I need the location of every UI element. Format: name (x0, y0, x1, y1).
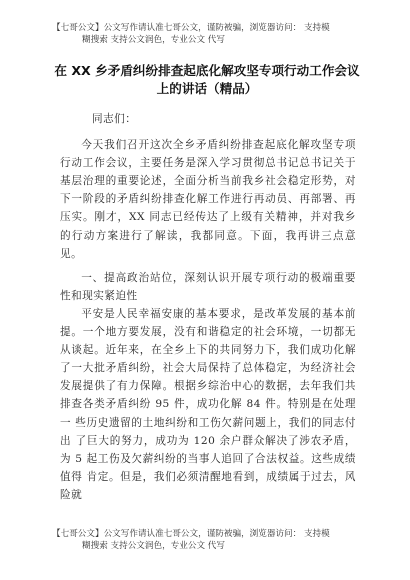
watermark-header (52, 22, 330, 46)
watermark-header-line2: 糊搜索 支持公文润色，专业公文 代写 (82, 35, 225, 45)
watermark-footer (52, 528, 330, 552)
watermark-footer-line2: 糊搜索 支持公文润色，专业公文 代写 (82, 541, 225, 551)
paragraph-safety: 平安是人民幸福安康的基本要求，是改革发展的基本前提。一个地方要发展，没有和谐稳定的社会环境，一切都无从谈起。近年来，在全乡上下的共同努力下，我们成功化解了一大批矛盾纠纷，社会大局保持了总体稳定，为经济社会发展提供了有力保障。根据乡综治中心的数据，去年我们共排查各类矛盾纠纷 95 件，成功化解 84 件。特别是在处理一 些历史遗留的土地纠纷和工伤欠薪问题上，我们的同志付出 了巨大的努力，成功为 120 余户群众解决了涉农矛盾，为 5 起工伤及欠薪纠纷的当事人追回了合法权益。这些成绩值得 肯定。但是，我们必须清醒地看到，成绩属于过去，风险就 (60, 307, 356, 501)
document-title: 在 XX 乡矛盾纠纷排查起底化解攻坚专项行动工作会议上的讲话（精品） (54, 63, 360, 96)
section-heading-1: 一、提高政治站位，深刻认识开展专项行动的极端重要性和现实紧迫性 (60, 271, 356, 302)
watermark-header-line1: 【七哥公文】公文写作请认准七哥公文，谨防被骗，浏览器访问： 支持模 (52, 23, 330, 33)
paragraph-intro: 今天我们召开这次全乡矛盾纠纷排查起底化解攻坚专项行动工作会议，主要任务是深入学习贯彻总书记总书记关于基层治理的重要论述，全面分析当前我乡社会稳定形势，对下一阶段的矛盾纠纷排查化解工作进行再动员、再部署、再压实。刚才，XX 同志已经传达了上级有关精神，并对我乡的行动方案进行了解读，我都同意。下面，我再讲三点意见。 (60, 139, 356, 260)
document-body (60, 110, 356, 504)
salutation: 同志们： (92, 113, 137, 125)
watermark-footer-line1: 【七哥公文】公文写作请认准七哥公文，谨防被骗，浏览器访问： 支持模 (52, 529, 330, 539)
